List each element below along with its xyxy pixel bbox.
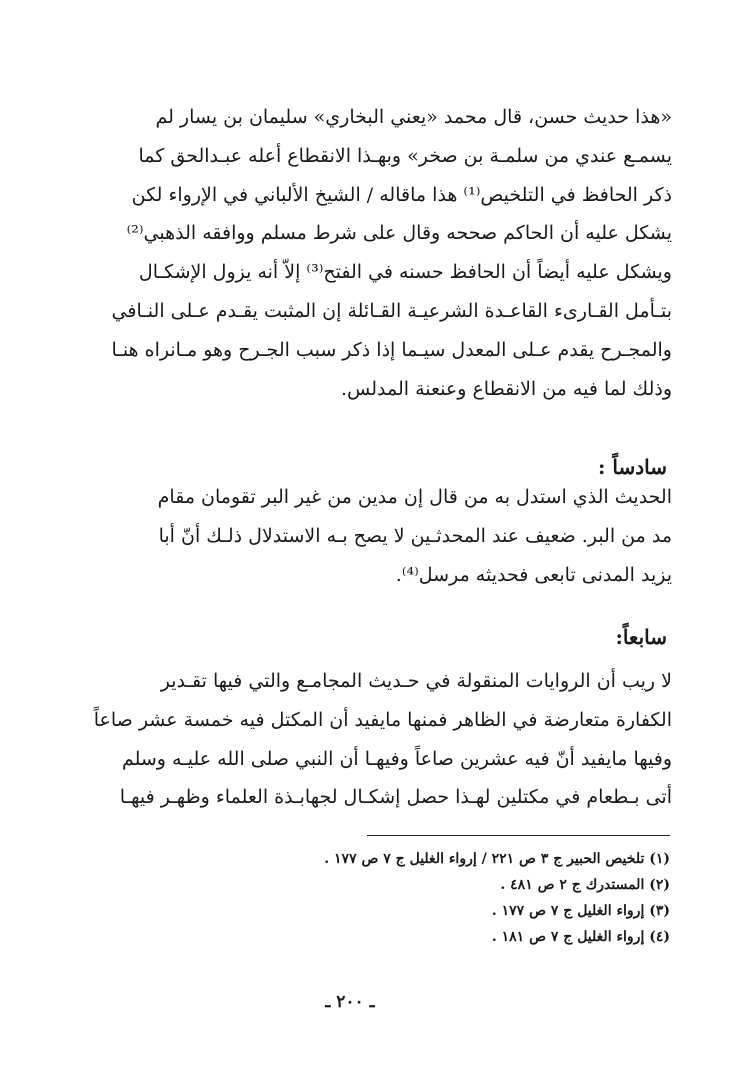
text-line: لا ريب أن الروايات المنقولة في حـديث المجامـع والتي فيها تقـدير [160,670,672,692]
text-line: أتى بـطعام في مكتلين لهـذا حصل إشكـال لجهابـذة العلماء وظهـر فيهـا [119,786,672,809]
footnotes [220,846,670,950]
text-line: ذكر الحافظ في التلخيص⁽¹⁾ هذا ماقاله / الشيخ الألباني في الإرواء لكن [131,183,672,206]
footnote-2: (٢) المستدرك ج ٢ ص ٤٨١ . [500,877,670,893]
text-line: مد من البر. ضعيف عند المحدثـين لا يصح بـه الاستدلال ذلـك أنّ أبا [158,524,672,547]
footnote-4: (٤) إرواء الغليل ج ٧ ص ١٨١ . [491,929,670,945]
footnote-divider [367,835,670,836]
text-line: بتـأمل القـارىء القاعـدة الشرعيـة القـائلة إن المثبت يقـدم عـلى النـافي [111,299,672,322]
text-line: الحديث الذي استدل به من قال إن مدين من غير البر تقومان مقام [157,486,672,508]
footnote-1: (١) تلخيص الحبير ج ٣ ص ٢٢١ / إرواء الغليل ج ٧ ص ١٧٧ . [324,851,670,867]
text-line: والمجـرح يقدم عـلى المعدل سيـما إذا ذكر سبب الجـرح وهو مـانراه هنـا [111,338,672,361]
text-line: وفيها مايفيد أنّ فيه عشرين صاعاً وفيهـا أن النبي صلى الله عليـه وسلم [121,747,672,770]
paragraph-seventh [72,662,672,817]
paragraph-hadith-discussion [72,98,672,408]
text-line: الكفارة متعارضة في الظاهر فمنها مايفيد أن المكتل فيه خمسة عشر صاعاً [93,708,672,731]
paragraph-sixth [72,478,672,594]
page-number: ـ ٢٠٠ ـ [325,992,375,1012]
text-line: «هذا حديث حسن، قال محمد «يعني البخاري» سليمان بن يسار لم [155,106,672,128]
text-line: يسمـع عندي من سلمـة بن صخر» وبهـذا الانقطاع أعله عبـدالحق كما [138,144,672,167]
text-line: يزيد المدنى تابعى فحديثه مرسل⁽⁴⁾. [395,563,672,586]
text-line: يشكل عليه أن الحاكم صححه وقال على شرط مسلم ووافقه الذهبي⁽²⁾ [126,222,672,245]
footnote-3: (٣) إرواء الغليل ج ٧ ص ١٧٧ . [491,903,670,919]
text-line: وذلك لما فيه من الانقطاع وعنعنة المدلس. [340,377,672,400]
text-line: ويشكل عليه أيضاً أن الحافظ حسنه في الفتح⁽³⁾ إلاّ أنه يزول الإشكـال [138,261,672,284]
section-heading-seventh: سابعاً: [615,625,667,649]
section-heading-sixth: سادساً : [598,455,667,479]
